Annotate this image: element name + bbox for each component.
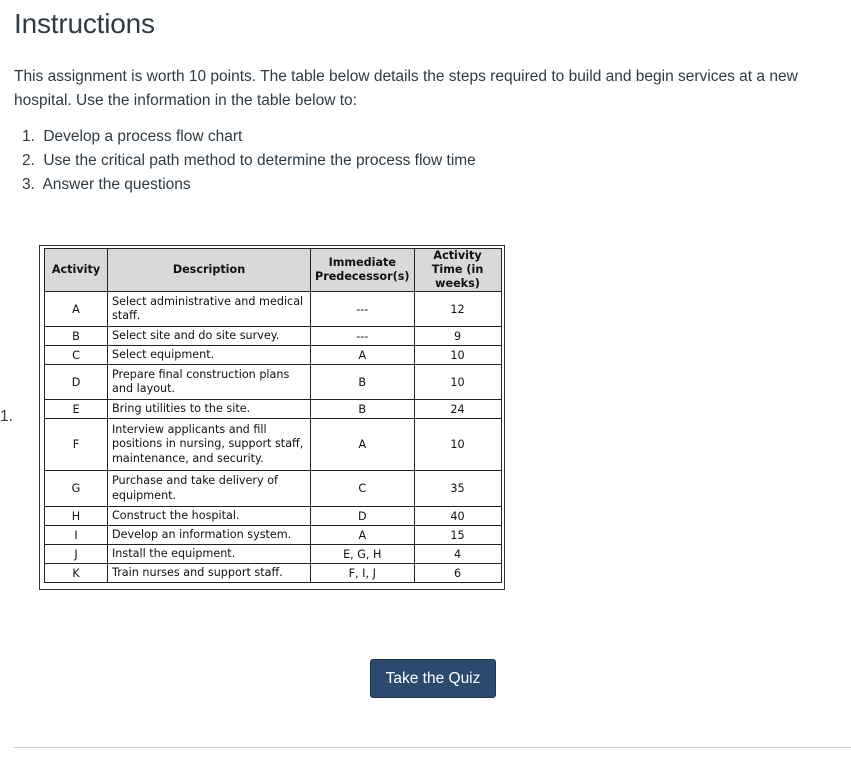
cell-description: Select site and do site survey. (108, 327, 311, 346)
step-text: Use the critical path method to determine the process flow time (43, 152, 476, 169)
cell-activity: D (45, 365, 108, 400)
cell-time: 10 (414, 419, 501, 471)
assignment-intro: This assignment is worth 10 points. The table below details the steps required to build and begin services at a new hospital. Use the information in the table below to: (14, 68, 798, 109)
table-row (45, 292, 502, 327)
cell-predecessor: E, G, H (311, 545, 415, 564)
step-number: 2. (22, 152, 35, 169)
cell-predecessor: F, I, J (311, 564, 415, 583)
cell-activity: I (45, 526, 108, 545)
step-item (22, 125, 476, 149)
cell-predecessor: B (311, 365, 415, 400)
cell-description: Interview applicants and fill positions in nursing, support staff, maintenance, and security. (108, 419, 311, 471)
cell-activity: A (45, 292, 108, 327)
instruction-steps (22, 125, 476, 197)
cell-description: Purchase and take delivery of equipment. (108, 471, 311, 507)
table-row (45, 419, 502, 471)
header-activity: Activity (45, 249, 108, 292)
step-number: 3. (22, 176, 35, 193)
cell-time: 9 (414, 327, 501, 346)
step-text: Develop a process flow chart (43, 128, 243, 145)
cell-activity: J (45, 545, 108, 564)
cell-time: 35 (414, 471, 501, 507)
cell-description: Install the equipment. (108, 545, 311, 564)
cell-predecessor: A (311, 419, 415, 471)
cell-predecessor: B (311, 400, 415, 419)
header-predecessor: Immediate Predecessor(s) (311, 249, 415, 292)
cell-predecessor: --- (311, 292, 415, 327)
cell-time: 4 (414, 545, 501, 564)
cell-activity: B (45, 327, 108, 346)
header-time: Activity Time (in weeks) (414, 249, 501, 292)
cell-activity: H (45, 507, 108, 526)
cell-activity: F (45, 419, 108, 471)
activity-table (44, 248, 502, 583)
cell-description: Select administrative and medical staff. (108, 292, 311, 327)
table-row (45, 507, 502, 526)
cell-description: Construct the hospital. (108, 507, 311, 526)
table-row (45, 564, 502, 583)
table-row (45, 526, 502, 545)
table-row (45, 346, 502, 365)
cell-time: 24 (414, 400, 501, 419)
step-item (22, 149, 476, 173)
cell-time: 12 (414, 292, 501, 327)
footer-divider (14, 747, 851, 748)
table-row (45, 471, 502, 507)
cell-description: Prepare final construction plans and layout. (108, 365, 311, 400)
cell-predecessor: D (311, 507, 415, 526)
table-row (45, 327, 502, 346)
list-marker: 1. (0, 408, 13, 425)
cell-predecessor: --- (311, 327, 415, 346)
cell-activity: E (45, 400, 108, 419)
table-row (45, 545, 502, 564)
step-item (22, 173, 476, 197)
cell-time: 6 (414, 564, 501, 583)
cell-activity: G (45, 471, 108, 507)
cell-activity: K (45, 564, 108, 583)
cell-activity: C (45, 346, 108, 365)
cell-time: 10 (414, 365, 501, 400)
table-row (45, 400, 502, 419)
step-number: 1. (22, 128, 35, 145)
cell-description: Develop an information system. (108, 526, 311, 545)
cell-description: Bring utilities to the site. (108, 400, 311, 419)
table-row (45, 365, 502, 400)
cell-description: Select equipment. (108, 346, 311, 365)
cell-predecessor: C (311, 471, 415, 507)
take-quiz-button[interactable]: Take the Quiz (370, 659, 496, 698)
cell-predecessor: A (311, 526, 415, 545)
cell-time: 15 (414, 526, 501, 545)
table-header-row (45, 249, 502, 292)
page-title: Instructions (14, 8, 155, 39)
cell-description: Train nurses and support staff. (108, 564, 311, 583)
step-text: Answer the questions (42, 176, 191, 193)
header-description: Description (108, 249, 311, 292)
cell-time: 10 (414, 346, 501, 365)
cell-time: 40 (414, 507, 501, 526)
cell-predecessor: A (311, 346, 415, 365)
